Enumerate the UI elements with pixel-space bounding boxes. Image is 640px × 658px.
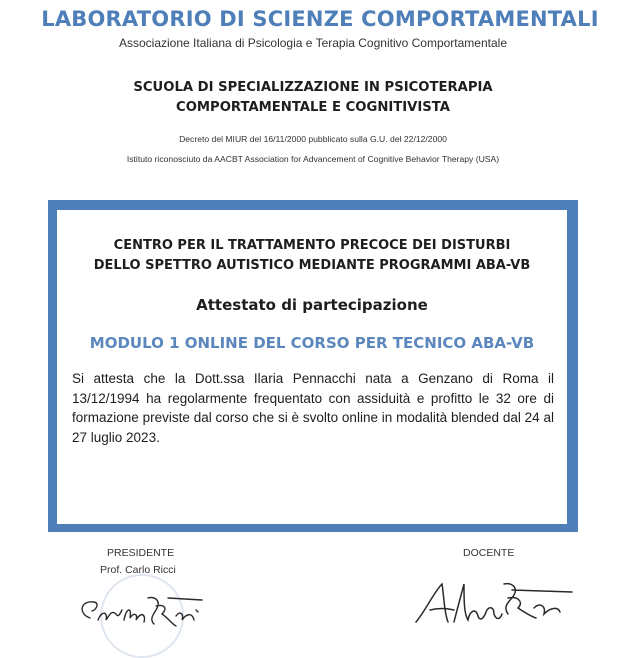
decree-text: Decreto del MIUR del 16/11/2000 pubblicato sulla G.U. del 22/12/2000 [179, 134, 447, 144]
lab-title: LABORATORIO DI SCIENZE COMPORTAMENTALI [41, 7, 599, 31]
certificate-body: Si attesta che la Dott.ssa Ilaria Pennacchi nata a Genzano di Roma il 13/12/1994 ha regolarmente frequentato con assiduità e profitto le 32 ore di formazione previste dal corso che si è svolto online in modalità blended dal 24 al 27 luglio 2023. [72, 371, 554, 445]
school-title [0, 78, 626, 118]
president-name: Prof. Carlo Ricci [100, 564, 176, 576]
president-role: PRESIDENTE [107, 547, 175, 559]
president-signature [72, 580, 212, 640]
teacher-role: DOCENTE [463, 547, 515, 559]
recognition-text: Istituto riconosciuto da AACBT Association for Advancement of Cognitive Behavior Therapy (USA) [126, 154, 500, 164]
school-title-line1: SCUOLA DI SPECIALIZZAZIONE IN PSICOTERAPIA [133, 80, 493, 95]
teacher-signature [408, 570, 578, 640]
school-title-line2: COMPORTAMENTALE E COGNITIVISTA [176, 100, 450, 115]
center-title-line1: CENTRO PER IL TRATTAMENTO PRECOCE DEI DISTURBI [113, 238, 511, 253]
module-title: MODULO 1 ONLINE DEL CORSO PER TECNICO ABA-VB [89, 334, 535, 352]
center-title [57, 236, 567, 276]
lab-subtitle: Associazione Italiana di Psicologia e Terapia Cognitivo Comportamentale [119, 36, 507, 50]
certificate-heading: Attestato di partecipazione [196, 296, 428, 314]
center-title-line2: DELLO SPETTRO AUTISTICO MEDIANTE PROGRAMMI ABA-VB [93, 258, 531, 273]
